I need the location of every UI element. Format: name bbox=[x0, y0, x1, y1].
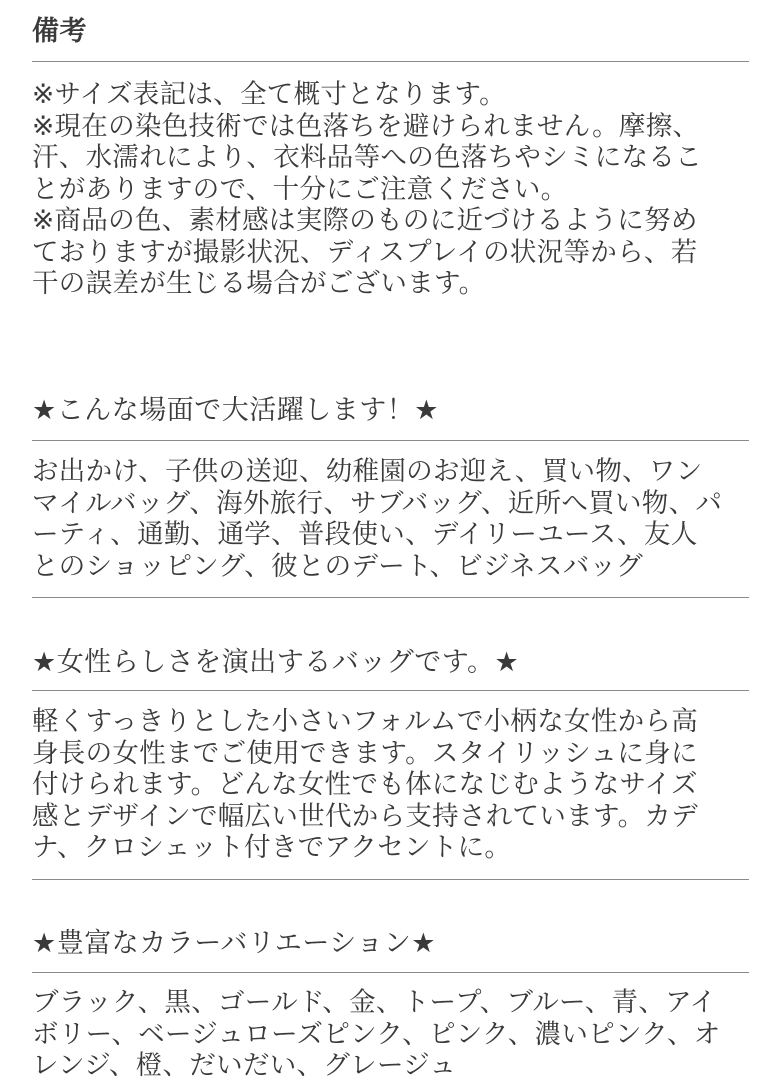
color-variations-line: ボリー、ベージュローズピンク、ピンク、濃いピンク、オ bbox=[32, 1018, 721, 1050]
remarks-line: ※サイズ表記は、全て概寸となります。 bbox=[32, 79, 506, 110]
usage-scenes-line: とのショッピング、彼とのデート、ビジネスバッグ bbox=[32, 550, 644, 582]
usage-scenes-divider bbox=[32, 440, 749, 441]
feminine-bag-text bbox=[32, 706, 752, 864]
feminine-bag-line: 軽くすっきりとした小さいフォルムで小柄な女性から高 bbox=[32, 706, 699, 737]
color-variations-divider bbox=[32, 972, 749, 973]
remarks-line: とがありますので、十分にご注意ください。 bbox=[32, 173, 568, 205]
feminine-bag-line: ナ、クロシェット付きでアクセントに。 bbox=[32, 832, 512, 863]
remarks-line: 干の誤差が生じる場合がございます。 bbox=[32, 268, 486, 299]
remarks-line: 汗、水濡れにより、衣料品等への色落ちやシミになるこ bbox=[32, 142, 702, 173]
feminine-bag-line: 付けられます。どんな女性でも体になじむようなサイズ bbox=[32, 769, 698, 800]
feminine-bag-line: 身長の女性までご使用できます。スタイリッシュに身に bbox=[32, 737, 698, 769]
feminine-bag-heading: ★女性らしさを演出するバッグです。★ bbox=[32, 647, 520, 678]
usage-scenes-heading: ★こんな場面で大活躍します！★ bbox=[32, 395, 439, 426]
color-variations-line: ブラック、黒、ゴールド、金、トープ、ブルー、青、アイ bbox=[32, 987, 717, 1018]
remarks-heading: 備考 bbox=[32, 16, 87, 47]
color-variations-text bbox=[32, 987, 752, 1080]
feminine-bag-bottom-divider bbox=[32, 879, 749, 880]
feminine-bag-divider bbox=[32, 690, 749, 691]
color-variations-line: レンジ、橙、だいだい、グレージュ bbox=[32, 1050, 457, 1080]
remarks-divider bbox=[32, 61, 749, 62]
remarks-text bbox=[32, 79, 752, 300]
remarks-line: ※現在の染色技術では色落ちを避けられません。摩擦、 bbox=[32, 110, 700, 142]
usage-scenes-line: お出かけ、子供の送迎、幼稚園のお迎え、買い物、ワン bbox=[32, 456, 703, 487]
feminine-bag-line: 感とデザインで幅広い世代から支持されています。カデ bbox=[32, 800, 699, 832]
color-variations-heading: ★豊富なカラーバリエーション★ bbox=[32, 928, 436, 959]
usage-scenes-text bbox=[32, 456, 752, 582]
usage-scenes-line: ーティ、通勤、通学、普段使い、デイリーユース、友人 bbox=[32, 519, 698, 550]
remarks-line: ておりますが撮影状況、ディスプレイの状況等から、若 bbox=[32, 236, 698, 268]
usage-scenes-bottom-divider bbox=[32, 597, 749, 598]
usage-scenes-line: マイルバッグ、海外旅行、サブバッグ、近所へ買い物、パ bbox=[32, 487, 723, 519]
remarks-line: ※商品の色、素材感は実際のものに近づけるように努め bbox=[32, 205, 698, 236]
